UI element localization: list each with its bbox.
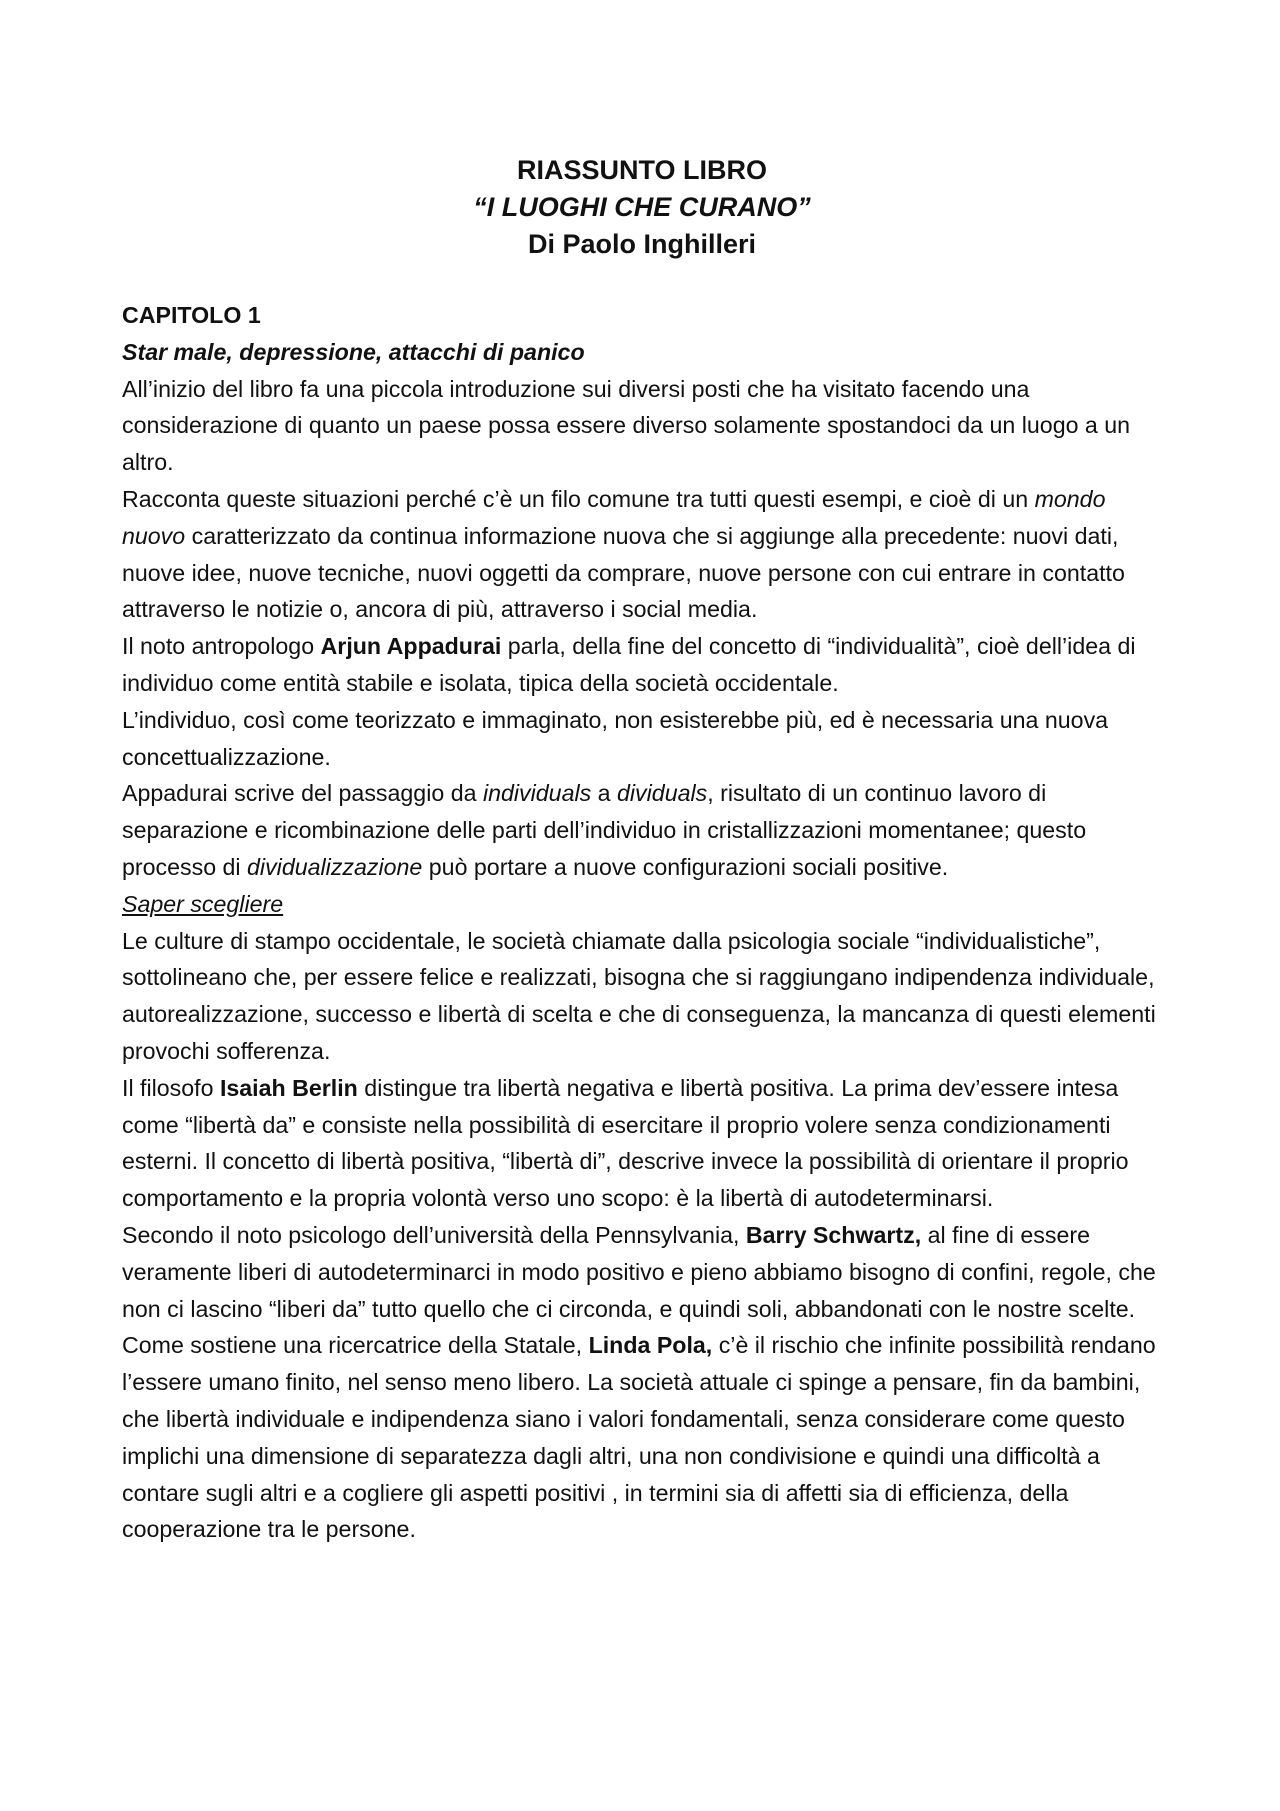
italic-term: dividualizzazione bbox=[247, 853, 423, 880]
text-run: Il filosofo bbox=[122, 1074, 220, 1101]
text-run: può portare a nuove configurazioni sociali positive. bbox=[422, 853, 949, 880]
paragraph-dividuals bbox=[122, 775, 1162, 885]
section-heading-saper-scegliere: Saper scegliere bbox=[122, 890, 284, 917]
document-page bbox=[122, 152, 1162, 1548]
paragraph-berlin bbox=[122, 1070, 1162, 1217]
bold-name: Isaiah Berlin bbox=[219, 1074, 358, 1101]
text-run: , risultato di un continuo lavoro di separazione e ricombinazione delle parti dell’individuo in cristallizzazioni momentanee; questo processo di bbox=[122, 780, 1087, 880]
italic-term: individuals bbox=[482, 780, 592, 807]
paragraph-intro: All’inizio del libro fa una piccola introduzione sui diversi posti che ha visitato facendo una considerazione di quanto un paese possa essere diverso solamente spostandoci da un luogo a un altro. bbox=[122, 375, 1131, 476]
paragraph-culture: Le culture di stampo occidentale, le società chiamate dalla psicologia sociale “individualistiche”, sottolineano che, per essere felice e realizzati, bisogna che si raggiungano indipendenza individuale, autorealizzazione, successo e libertà di scelta e che di conseguenza, la mancanza di questi elementi provochi sofferenza. bbox=[122, 927, 1156, 1064]
chapter-heading: CAPITOLO 1 bbox=[122, 302, 261, 328]
document-title: RIASSUNTO LIBRO bbox=[516, 155, 767, 185]
chapter-subtitle: Star male, depressione, attacchi di panico bbox=[122, 338, 585, 365]
paragraph-pola bbox=[122, 1327, 1162, 1548]
italic-term: mondo nuovo bbox=[122, 485, 1106, 549]
text-run: parla, della fine del concetto di “individualità”, cioè dell’idea di individuo come entità stabile e isolata, tipica della società occidentale. bbox=[122, 633, 1136, 696]
text-run: Il noto antropologo bbox=[122, 633, 321, 660]
document-title-block bbox=[122, 152, 1162, 263]
text-run: c’è il rischio che infinite possibilità rendano l’essere umano finito, nel senso meno libero. La società attuale ci spinge a pensare, fin da bambini, che libertà individuale e indipendenza siano i valori fondamentali, senza considerare come questo implichi una dimensione di separatezza dagli altri, una non condivisione e quindi una difficoltà a contare sugli altri e a cogliere gli aspetti positivi , in termini sia di affetti sia di efficienza, della cooperazione tra le persone. bbox=[122, 1332, 1156, 1543]
bold-name: Arjun Appadurai bbox=[320, 633, 502, 660]
text-run: a bbox=[591, 780, 617, 807]
text-run: al fine di essere veramente liberi di autodeterminarci in modo positivo e pieno abbiamo bisogno di confini, regole, che non ci lascino “liberi da” tutto quello che ci circonda, e quindi soli, abbandonati con le nostre scelte. bbox=[122, 1221, 1156, 1322]
text-run: Racconta queste situazioni perché c’è un filo comune tra tutti questi esempi, e cioè di un bbox=[122, 485, 1035, 512]
paragraph-individuo: L’individuo, così come teorizzato e immaginato, non esisterebbe più, ed è necessaria una nuova concettualizzazione. bbox=[122, 706, 1109, 770]
text-run: Appadurai scrive del passaggio da bbox=[122, 780, 483, 807]
paragraph-appadurai bbox=[122, 628, 1162, 702]
paragraph-mondo-nuovo bbox=[122, 481, 1162, 628]
paragraph-schwartz bbox=[122, 1217, 1162, 1327]
author-line: Di Paolo Inghilleri bbox=[527, 229, 757, 259]
book-title: “I LUOGHI CHE CURANO” bbox=[473, 192, 811, 222]
text-run: Secondo il noto psicologo dell’università della Pennsylvania, bbox=[122, 1221, 746, 1248]
text-run: distingue tra libertà negativa e libertà positiva. La prima dev’essere intesa come “libertà da” e consiste nella possibilità di esercitare il proprio volere senza condizionamenti esterni. Il concetto di libertà positiva, “libertà di”, descrive invece la possibilità di orientare il proprio comportamento e la propria volontà verso uno scopo: è la libertà di autodeterminarsi. bbox=[122, 1074, 1129, 1212]
text-run: Come sostiene una ricercatrice della Statale, bbox=[122, 1332, 589, 1359]
bold-name: Barry Schwartz, bbox=[745, 1221, 922, 1248]
italic-term: dividuals bbox=[617, 780, 708, 807]
text-run: caratterizzato da continua informazione nuova che si aggiunge alla precedente: nuovi dati, nuove idee, nuove tecniche, nuovi oggetti da comprare, nuove persone con cui entrare in contatto attraverso le notizie o, ancora di più, attraverso i social media. bbox=[122, 522, 1125, 623]
document-body bbox=[122, 297, 1162, 1548]
bold-name: Linda Pola, bbox=[588, 1332, 713, 1359]
